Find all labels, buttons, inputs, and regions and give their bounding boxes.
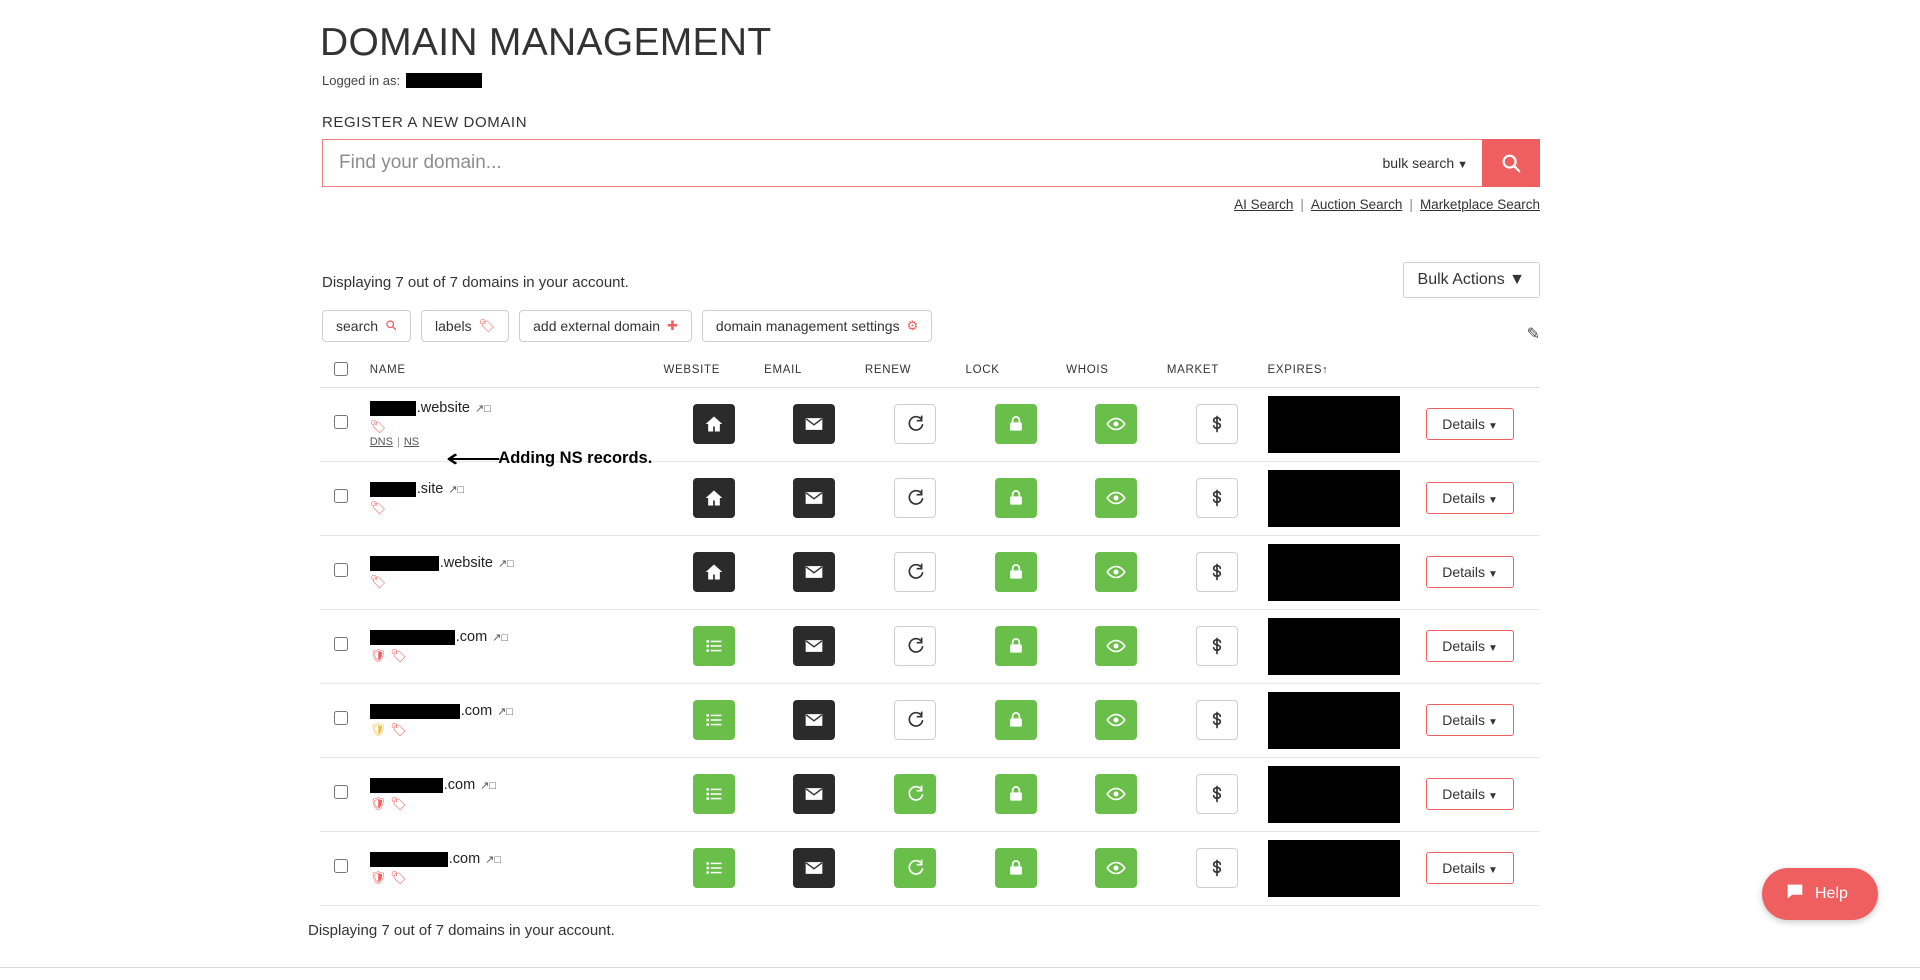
email-button[interactable]: [793, 774, 835, 814]
row-badges: [370, 871, 664, 885]
table-row: [320, 683, 1540, 757]
domain-name-redacted: [370, 556, 439, 571]
domain-tld: .com: [460, 703, 493, 720]
toolbar-row: [322, 270, 1540, 300]
external-link-icon[interactable]: ↗□: [448, 483, 465, 496]
cell-details: [1400, 831, 1540, 905]
tag-icon[interactable]: 🏷: [369, 500, 387, 516]
chevron-down-icon: ▼: [1488, 569, 1498, 581]
domain-name-redacted: [370, 778, 443, 793]
cell-lock: [965, 609, 1066, 683]
domain-name[interactable]: [370, 703, 664, 719]
domain-search-bar: [322, 139, 1540, 187]
search-icon: [385, 319, 397, 333]
link-ai-search[interactable]: AI Search: [1234, 196, 1294, 212]
arrow-icon: ⟵: [445, 443, 502, 473]
lock-button[interactable]: [995, 552, 1037, 592]
row-badges: [370, 501, 664, 515]
email-button[interactable]: [793, 478, 835, 518]
row-checkbox[interactable]: [334, 563, 348, 577]
website-button[interactable]: [693, 700, 735, 740]
cell-market: [1167, 609, 1268, 683]
cell-domain-name: [370, 535, 664, 609]
logged-in-label: Logged in as:: [322, 72, 401, 88]
cell-whois: [1066, 757, 1167, 831]
email-button[interactable]: [793, 700, 835, 740]
bottom-divider: [0, 967, 1920, 968]
row-badges: [370, 797, 664, 811]
chip-domain-management-settings[interactable]: [702, 310, 932, 342]
dns-link[interactable]: DNS: [369, 436, 393, 449]
cell-renew: [865, 683, 966, 757]
renew-button[interactable]: [894, 700, 936, 740]
cell-website: [663, 831, 764, 905]
header-website[interactable]: WEBSITE: [663, 354, 764, 388]
cell-market: [1167, 831, 1268, 905]
external-link-icon[interactable]: ↗□: [485, 853, 502, 866]
cell-expires: [1268, 535, 1401, 609]
cell-expires: [1268, 831, 1401, 905]
shield-icon[interactable]: 🛡: [369, 796, 387, 812]
lock-button[interactable]: [995, 404, 1037, 444]
market-button[interactable]: [1196, 478, 1238, 518]
cell-website: [663, 683, 764, 757]
tag-icon[interactable]: 🏷: [390, 870, 407, 886]
table-row: [320, 387, 1540, 461]
cell-domain-name: [370, 461, 664, 535]
domain-tld: .site: [416, 481, 444, 498]
expires-date-redacted: [1268, 766, 1401, 823]
cell-expires: [1268, 387, 1401, 461]
tag-icon[interactable]: 🏷: [390, 648, 407, 664]
details-button[interactable]: Details ▼: [1426, 408, 1514, 440]
help-button[interactable]: [1762, 868, 1878, 920]
header-renew[interactable]: RENEW: [865, 354, 966, 388]
domain-name[interactable]: [370, 555, 664, 571]
logged-in-row: [322, 73, 1540, 88]
row-badges: [370, 420, 664, 434]
row-checkbox[interactable]: [334, 711, 348, 725]
cell-website: [663, 535, 764, 609]
ns-link[interactable]: NS: [403, 436, 420, 449]
cell-expires: [1268, 609, 1401, 683]
chevron-down-icon: ▼: [1488, 421, 1498, 433]
tag-icon[interactable]: 🏷: [369, 574, 387, 590]
market-button[interactable]: [1196, 552, 1238, 592]
cell-expires: [1268, 683, 1401, 757]
cell-lock: [965, 831, 1066, 905]
cell-renew: [865, 609, 966, 683]
domain-tld: .com: [443, 777, 476, 794]
cell-whois: [1066, 609, 1167, 683]
chip-domain-management-settings-label: domain management settings: [715, 317, 900, 334]
chevron-down-icon: ▼: [1488, 791, 1498, 803]
help-label: Help: [1815, 885, 1848, 902]
domain-name[interactable]: [370, 400, 664, 416]
expires-date-redacted: [1268, 692, 1401, 749]
cell-domain-name: [370, 609, 664, 683]
cell-email: [764, 757, 865, 831]
whois-button[interactable]: [1095, 700, 1137, 740]
tag-icon[interactable]: 🏷: [390, 722, 407, 738]
cell-email: [764, 387, 865, 461]
row-badges: [370, 649, 664, 663]
details-button[interactable]: Details ▼: [1426, 630, 1514, 662]
cell-domain-name: [370, 757, 664, 831]
details-button[interactable]: Details ▼: [1426, 778, 1514, 810]
cell-market: [1167, 535, 1268, 609]
link-marketplace-search[interactable]: Marketplace Search: [1419, 196, 1540, 212]
cell-details: [1400, 683, 1540, 757]
row-badges: [370, 723, 664, 737]
cell-renew: [865, 535, 966, 609]
table-row: [320, 535, 1540, 609]
renew-button[interactable]: [894, 404, 936, 444]
tag-icon: 🏷: [478, 318, 496, 334]
gear-icon: ⚙: [906, 318, 919, 334]
chip-labels-label: labels: [435, 317, 472, 334]
whois-button[interactable]: [1095, 626, 1137, 666]
cell-email: [764, 461, 865, 535]
chip-search[interactable]: [322, 310, 411, 342]
email-button[interactable]: [793, 626, 835, 666]
cell-lock: [965, 387, 1066, 461]
external-link-icon[interactable]: ↗□: [497, 705, 514, 718]
bulk-actions-label: Bulk Actions: [1417, 270, 1505, 288]
tag-icon[interactable]: 🏷: [390, 796, 407, 812]
header-expires-label: EXPIRES: [1267, 364, 1323, 377]
lock-button[interactable]: [995, 478, 1037, 518]
domain-name[interactable]: [370, 777, 664, 793]
cell-expires: [1268, 461, 1401, 535]
shield-icon[interactable]: 🛡: [369, 722, 387, 738]
cell-details: [1400, 535, 1540, 609]
domain-tld: .website: [439, 555, 493, 572]
whois-button[interactable]: [1095, 848, 1137, 888]
renew-button[interactable]: [894, 478, 936, 518]
header-email[interactable]: EMAIL: [764, 354, 865, 388]
external-link-icon[interactable]: ↗□: [474, 402, 491, 415]
cell-lock: [965, 535, 1066, 609]
chevron-down-icon: ▼: [1488, 643, 1498, 655]
domain-name-redacted: [370, 630, 455, 645]
external-link-icon[interactable]: ↗□: [492, 631, 509, 644]
market-button[interactable]: [1196, 774, 1238, 814]
renew-button[interactable]: [894, 848, 936, 888]
lock-button[interactable]: [995, 848, 1037, 888]
shield-icon[interactable]: 🛡: [369, 870, 387, 886]
cell-email: [764, 609, 865, 683]
market-button[interactable]: [1196, 626, 1238, 666]
lock-button[interactable]: [995, 626, 1037, 666]
cell-select: [320, 387, 370, 461]
expires-date-redacted: [1268, 618, 1401, 675]
details-button[interactable]: Details ▼: [1426, 704, 1514, 736]
chevron-down-icon: ▼: [1488, 865, 1498, 877]
bulk-search-dropdown[interactable]: [1373, 155, 1468, 171]
cell-market: [1167, 387, 1268, 461]
cell-market: [1167, 683, 1268, 757]
bulk-actions-button[interactable]: [1403, 262, 1540, 298]
domain-name[interactable]: [370, 629, 664, 645]
link-separator: |: [396, 436, 400, 449]
whois-button[interactable]: [1095, 774, 1137, 814]
details-button[interactable]: Details ▼: [1426, 852, 1514, 884]
chip-add-external-domain[interactable]: [519, 310, 692, 342]
cell-select: [320, 831, 370, 905]
website-button[interactable]: [693, 848, 735, 888]
chevron-down-icon: ▼: [1488, 717, 1498, 729]
chip-add-external-domain-label: add external domain: [533, 317, 661, 334]
cell-renew: [865, 387, 966, 461]
annotation-text: Adding NS records.: [498, 448, 653, 467]
bulk-search-label: bulk search: [1382, 154, 1455, 171]
website-button[interactable]: [693, 478, 735, 518]
cell-whois: [1066, 683, 1167, 757]
cell-website: [663, 609, 764, 683]
cell-domain-name: [370, 683, 664, 757]
cell-details: [1400, 609, 1540, 683]
domain-tld: .com: [455, 629, 488, 646]
website-button[interactable]: [693, 626, 735, 666]
whois-button[interactable]: [1095, 552, 1137, 592]
cell-select: [320, 757, 370, 831]
search-links: [290, 197, 1540, 212]
whois-button[interactable]: [1095, 404, 1137, 444]
lock-button[interactable]: [995, 700, 1037, 740]
domains-table: [320, 354, 1540, 906]
link-auction-search[interactable]: Auction Search: [1310, 196, 1403, 212]
cell-lock: [965, 461, 1066, 535]
cell-select: [320, 535, 370, 609]
search-icon: [1500, 152, 1522, 174]
cell-website: [663, 461, 764, 535]
cell-email: [764, 683, 865, 757]
cell-details: [1400, 757, 1540, 831]
row-checkbox[interactable]: [334, 415, 348, 429]
whois-button[interactable]: [1095, 478, 1137, 518]
table-row: [320, 831, 1540, 905]
dns-ns-links: [370, 436, 664, 448]
domain-tld: .com: [448, 851, 481, 868]
domain-name-redacted: [370, 401, 416, 416]
domain-name-redacted: [370, 482, 416, 497]
lock-button[interactable]: [995, 774, 1037, 814]
page-title: DOMAIN MANAGEMENT: [320, 21, 772, 64]
cell-whois: [1066, 461, 1167, 535]
header-market[interactable]: MARKET: [1167, 354, 1268, 388]
cell-domain-name: [370, 387, 664, 461]
cell-select: [320, 609, 370, 683]
tag-icon[interactable]: 🏷: [369, 419, 387, 435]
cell-email: [764, 831, 865, 905]
renew-button[interactable]: [894, 552, 936, 592]
sort-ascending-icon: ↑: [1322, 364, 1329, 377]
row-checkbox[interactable]: [334, 637, 348, 651]
market-button[interactable]: [1196, 848, 1238, 888]
website-button[interactable]: [693, 404, 735, 444]
details-button[interactable]: Details ▼: [1426, 482, 1514, 514]
search-input[interactable]: [337, 151, 1373, 175]
domain-tld: .website: [416, 400, 470, 417]
header-expires[interactable]: [1268, 354, 1401, 388]
magic-wand-icon[interactable]: ✎: [1526, 325, 1540, 343]
plus-icon: ✚: [667, 318, 678, 334]
expires-date-redacted: [1268, 840, 1401, 897]
details-button[interactable]: Details ▼: [1426, 556, 1514, 588]
renew-button[interactable]: [894, 774, 936, 814]
table-header-row: [320, 354, 1540, 388]
header-details: [1400, 354, 1540, 388]
register-section-label: REGISTER A NEW DOMAIN: [322, 113, 528, 131]
cell-whois: [1066, 387, 1167, 461]
email-button[interactable]: [793, 404, 835, 444]
table-row: [320, 609, 1540, 683]
domain-name[interactable]: [370, 851, 664, 867]
cell-lock: [965, 683, 1066, 757]
toolbar-chips: [322, 310, 1540, 342]
market-button[interactable]: [1196, 700, 1238, 740]
cell-select: [320, 683, 370, 757]
cell-select: [320, 461, 370, 535]
header-lock[interactable]: LOCK: [965, 354, 1066, 388]
website-button[interactable]: [693, 774, 735, 814]
chip-labels[interactable]: [421, 310, 509, 342]
email-button[interactable]: [793, 552, 835, 592]
shield-icon[interactable]: 🛡: [369, 648, 387, 664]
row-checkbox[interactable]: [334, 859, 348, 873]
external-link-icon[interactable]: ↗□: [480, 779, 497, 792]
cell-lock: [965, 757, 1066, 831]
chevron-down-icon: ▼: [1509, 270, 1525, 288]
chip-search-label: search: [336, 317, 379, 334]
domain-name-redacted: [370, 704, 460, 719]
chevron-down-icon: ▼: [1488, 495, 1498, 507]
cell-expires: [1268, 757, 1401, 831]
header-name[interactable]: NAME: [370, 354, 664, 388]
link-separator-2: |: [1409, 196, 1413, 212]
link-separator: |: [1300, 196, 1304, 212]
cell-email: [764, 535, 865, 609]
displaying-count-top: Displaying 7 out of 7 domains in your account.: [322, 273, 629, 291]
table-body: [320, 387, 1540, 905]
cell-market: [1167, 461, 1268, 535]
cell-renew: [865, 461, 966, 535]
website-button[interactable]: [693, 552, 735, 592]
page-content: [290, 0, 1540, 939]
domain-name[interactable]: [370, 481, 664, 497]
expires-date-redacted: [1268, 396, 1401, 453]
renew-button[interactable]: [894, 626, 936, 666]
domain-name-redacted: [370, 852, 448, 867]
select-all-checkbox[interactable]: [334, 362, 348, 376]
cell-market: [1167, 757, 1268, 831]
email-button[interactable]: [793, 848, 835, 888]
table-row: [320, 757, 1540, 831]
table-row: [320, 461, 1540, 535]
cell-details: [1400, 461, 1540, 535]
external-link-icon[interactable]: ↗□: [497, 557, 514, 570]
cell-details: [1400, 387, 1540, 461]
logged-in-username-redacted: [406, 73, 482, 88]
expires-date-redacted: [1268, 544, 1401, 601]
cell-website: [663, 757, 764, 831]
chat-icon: [1784, 881, 1806, 908]
cell-whois: [1066, 535, 1167, 609]
cell-renew: [865, 831, 966, 905]
chevron-down-icon: ▼: [1457, 158, 1468, 171]
cell-whois: [1066, 831, 1167, 905]
cell-domain-name: [370, 831, 664, 905]
search-input-container: [322, 139, 1482, 187]
search-button[interactable]: [1482, 139, 1540, 187]
cell-website: [663, 387, 764, 461]
cell-renew: [865, 757, 966, 831]
displaying-count-bottom: Displaying 7 out of 7 domains in your account.: [308, 921, 615, 939]
market-button[interactable]: [1196, 404, 1238, 444]
header-select-all: [320, 354, 370, 388]
row-badges: [370, 575, 664, 589]
row-checkbox[interactable]: [334, 489, 348, 503]
expires-date-redacted: [1268, 470, 1401, 527]
row-checkbox[interactable]: [334, 785, 348, 799]
header-whois[interactable]: WHOIS: [1066, 354, 1167, 388]
